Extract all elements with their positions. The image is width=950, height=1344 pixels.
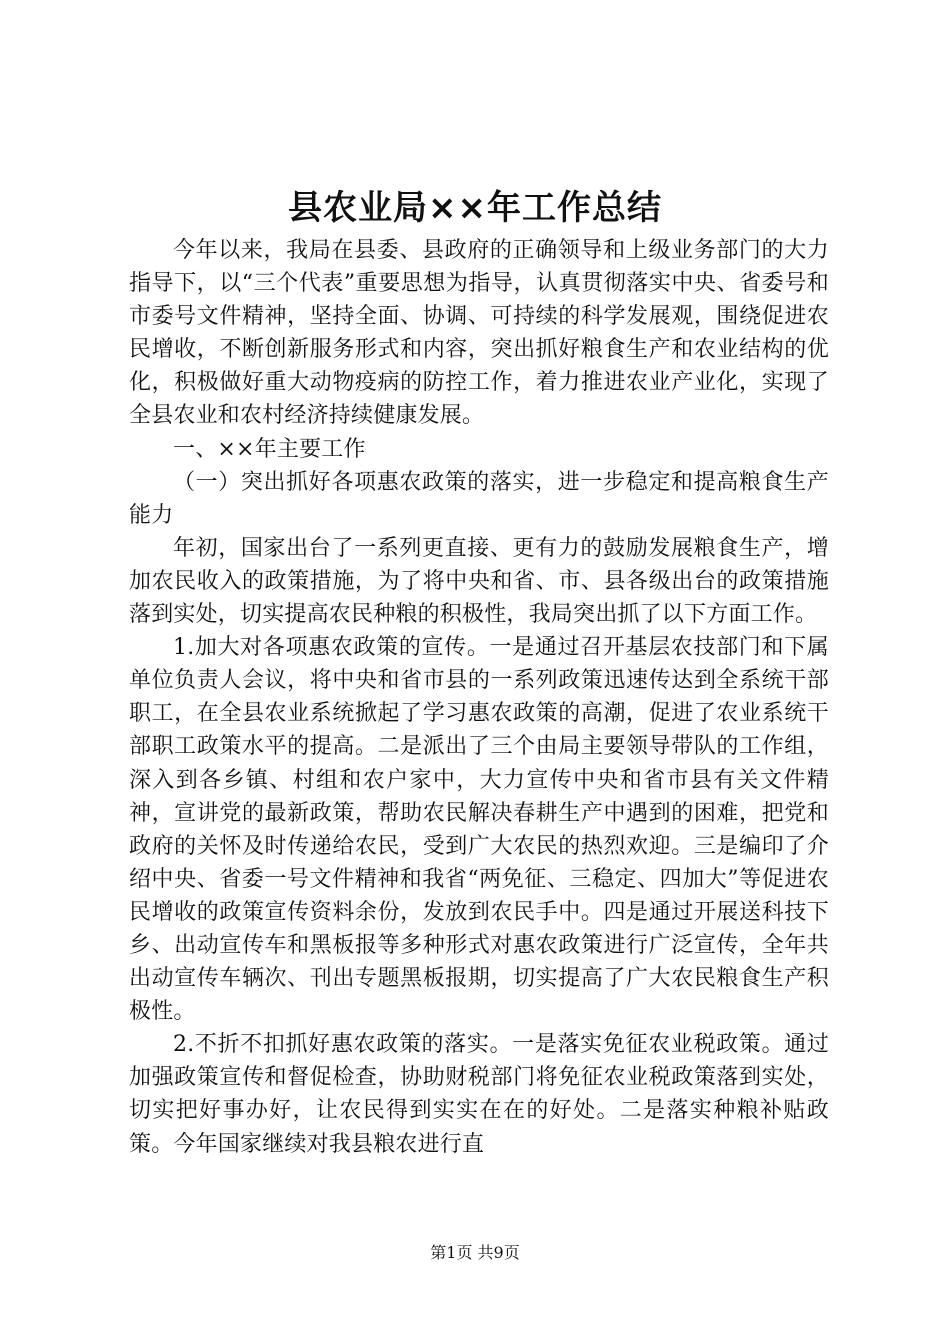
subsection-heading: （一）突出抓好各项惠农政策的落实，进一步稳定和提高粮食生产能力 [129,469,829,528]
document-body [129,234,829,1161]
document-title: 县农业局××年工作总结 [288,188,662,228]
page-footer: 第1页 共9页 [430,1243,520,1262]
paragraph-intro: 今年以来，我局在县委、县政府的正确领导和上级业务部门的大力指导下，以“三个代表”重要思想为指导，认真贯彻落实中央、省委号和市委号文件精神，坚持全面、协调、可持续的科学发展观，围绕促进农民增收，不断创新服务形式和内容，突出抓好粮食生产和农业结构的优化，积极做好重大动物疫病的防控工作，着力推进农业产业化，实现了全县农业和农村经济持续健康发展。 [129,238,829,429]
paragraph-policy-intro: 年初，国家出台了一系列更直接、更有力的鼓励发展粮食生产，增加农民收入的政策措施，为了将中央和省、市、县各级出台的政策措施落到实处，切实提高农民种粮的积极性，我局突出抓了以下方面工作。 [129,535,829,628]
paragraph-item-2: 2.不折不扣抓好惠农政策的落实。一是落实免征农业税政策。通过加强政策宣传和督促检查，协助财税部门将免征农业税政策落到实处，切实把好事办好，让农民得到实实在在的好处。二是落实种粮补贴政策。今年国家继续对我县粮农进行直 [129,1032,829,1157]
section-heading: 一、××年主要工作 [173,436,366,462]
paragraph-item-1: 1.加大对各项惠农政策的宣传。一是通过召开基层农技部门和下属单位负责人会议，将中央和省市县的一系列政策迅速传达到全系统干部职工，在全县农业系统掀起了学习惠农政策的高潮，促进了农业系统干部职工政策水平的提高。二是派出了三个由局主要领导带队的工作组，深入到各乡镇、村组和农户家中，大力宣传中央和省市县有关文件精神，宣讲党的最新政策，帮助农民解决春耕生产中遇到的困难，把党和政府的关怀及时传递给农民，受到广大农民的热烈欢迎。三是编印了介绍中央、省委一号文件精神和我省“两免征、三稳定、四加大”等促进农民增收的政策宣传资料余份，发放到农民手中。四是通过开展送科技下乡、出动宣传车和黑板报等多种形式对惠农政策进行广泛宣传，全年共出动宣传车辆次、刊出专题黑板报期，切实提高了广大农民粮食生产积极性。 [129,635,829,1025]
